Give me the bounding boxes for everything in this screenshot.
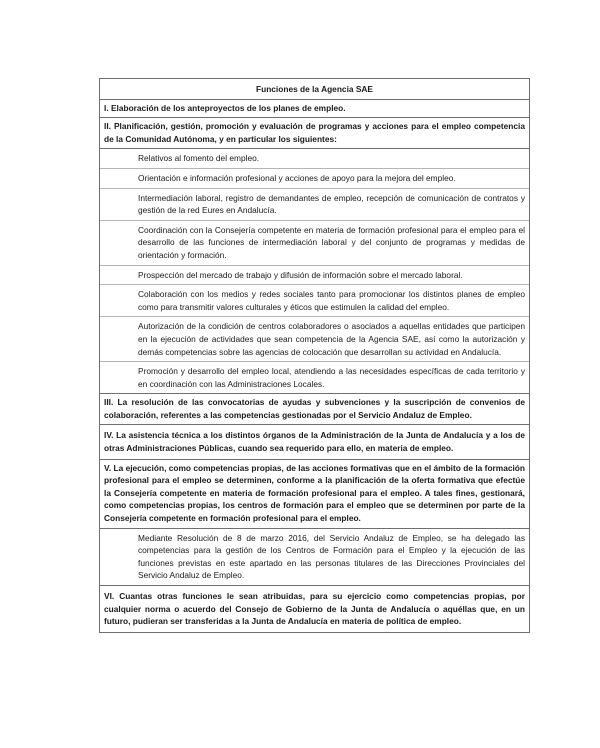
functions-table <box>99 78 530 633</box>
sub-row-empleo-local: Promoción y desarrollo del empleo local, atendiendo a las necesidades específicas de cada territorio y en coordinación con las Administraciones Locales. <box>100 361 529 393</box>
sub-row-coordinacion: Coordinación con la Consejería competente en materia de formación profesional para el empleo para el desarrollo de las funciones de intermediación laboral y del conjunto de programas y medidas de orientación y formación. <box>100 220 529 265</box>
sub-row-intermediacion: Intermediación laboral, registro de demandantes de empleo, recepción de comunicación de contratos y gestión de la red Eures en Andalucía. <box>100 188 529 220</box>
sub-row-orientacion: Orientación e información profesional y acciones de apoyo para la mejora del empleo. <box>100 168 529 188</box>
section-row-iii: III. La resolución de las convocatorias de ayudas y subvenciones y la suscripción de convenios de colaboración, referentes a las competencias gestionadas por el Servicio Andaluz de Empleo. <box>100 393 529 424</box>
sub-row-colaboracion: Colaboración con los medios y redes sociales tanto para promocionar los distintos planes de empleo como para transmitir valores culturales y éticos que estimulen la calidad del empleo. <box>100 284 529 316</box>
table-title: Funciones de la Agencia SAE <box>256 84 373 94</box>
section-row-vi: VI. Cuantas otras funciones le sean atribuidas, para su ejercicio como competencias propias, por cualquier norma o acuerdo del Consejo de Gobierno de la Junta de Andalucía o aquéllas que, en un futuro, pudieran ser transferidas a la Junta de Andalucía en materia de política de empleo. <box>100 585 529 632</box>
sub-row-prospeccion: Prospección del mercado de trabajo y difusión de información sobre el mercado laboral. <box>100 265 529 285</box>
section-row-ii: II. Planificación, gestión, promoción y evaluación de programas y acciones para el empleo competencia de la Comunidad Autónoma, y en particular los siguientes: <box>100 117 529 148</box>
section-row-v: V. La ejecución, como competencias propias, de las acciones formativas que en el ámbito de la formación profesional para el empleo se determinen, conforme a la planificación de la oferta formativa que efectúe la Consejería competente en materia de formación profesional para el empleo. A tales fines, gestionará, como competencias propias, los centros de formación para el empleo que se determinen por parte de la Consejería competente en formación profesional para el empleo. <box>100 459 529 528</box>
section-row-i: I. Elaboración de los anteproyectos de los planes de empleo. <box>100 99 529 118</box>
sub-row-autorizacion: Autorización de la condición de centros colaboradores o asociados a aquellas entidades que participen en la ejecución de actividades que sean competencia de la Agencia SAE, así como la autorización y demás competencias sobre las agencias de colocación que desarrollan su actividad en Andalucía. <box>100 316 529 361</box>
sub-row-resolucion: Mediante Resolución de 8 de marzo 2016, del Servicio Andaluz de Empleo, se ha delegado las competencias para la gestión de los Centros de Formación para el Empleo y la ejecución de las funciones previstas en este apartado en las personas titulares de las Direcciones Provinciales del Servicio Andaluz de Empleo. <box>100 528 529 585</box>
section-row-iv: IV. La asistencia técnica a los distintos órganos de la Administración de la Junta de Andalucía y a los de otras Administraciones Públicas, cuando sea requerido para ello, en materia de empleo. <box>100 424 529 458</box>
sub-row-fomento: Relativos al fomento del empleo. <box>100 148 529 168</box>
